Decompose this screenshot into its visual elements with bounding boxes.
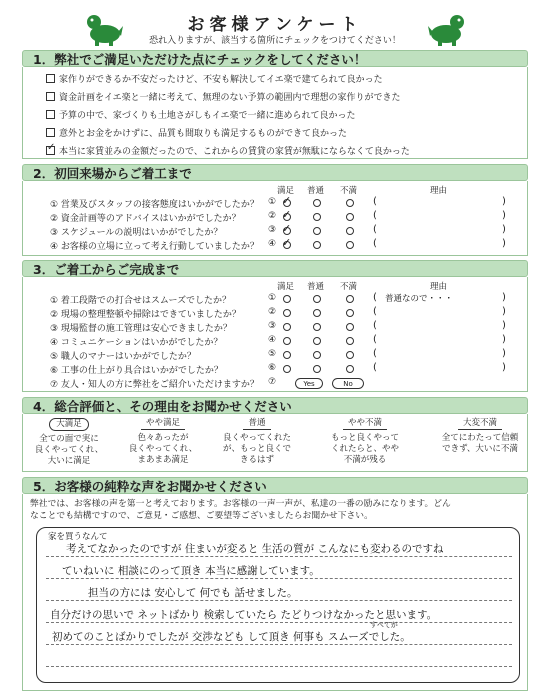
reason-bracket: (	[373, 348, 377, 359]
section2-question: ④ お客様の立場に立って考え行動していましたか？	[50, 242, 259, 252]
row-number: ③	[268, 321, 277, 331]
checkbox-icon[interactable]	[46, 92, 55, 101]
section5-intro: なことでも結構ですので、ご意見・ご感想、ご要望等ございましたらお聞かせ下さい。	[30, 511, 373, 521]
section3-question: ⑥ 工事の仕上がり具合はいかがでしたか？	[50, 366, 223, 376]
row-number: ①	[268, 293, 277, 303]
section1-title: 1．弊社でご満足いただけた点にチェックをしてください！	[22, 50, 528, 67]
answer-radio[interactable]	[346, 295, 354, 303]
checkmark-icon: ✓	[282, 194, 292, 207]
section5-intro: 弊社では、お客様の声を第一と考えております。お客様の一声一声が、私達の一番の励みになります。どん	[30, 499, 451, 509]
handwritten-text: 自分だけの思いで ネットばかり 検索していたら たどりつけなかったと思います。	[50, 609, 438, 621]
section3-question: ③ 現場監督の施工管理は安心できましたか？	[50, 324, 232, 334]
header-reason: 理由	[430, 282, 448, 292]
checkbox-icon[interactable]	[46, 110, 55, 119]
reason-bracket: )	[502, 334, 506, 345]
row-number: ④	[268, 239, 277, 249]
handwritten-ruby: すべてが	[370, 621, 398, 629]
answer-radio[interactable]	[283, 337, 291, 345]
row-number: ②	[268, 211, 277, 221]
eval-option-very-satisfied[interactable]: 大満足 全ての面で実に 良くやってくれ、 大いに満足	[34, 419, 104, 466]
handwritten-text: 家を買うなんて	[48, 532, 108, 542]
answer-radio[interactable]	[283, 323, 291, 331]
section3-question: ⑤ 職人のマナーはいかがでしたか？	[50, 352, 196, 362]
section3-question: ⑦ 友人・知人の方に弊社をご紹介いただけますか？	[50, 380, 259, 390]
answer-radio[interactable]	[346, 241, 354, 249]
row-number: ⑥	[268, 363, 277, 373]
answer-radio[interactable]	[313, 241, 321, 249]
ruled-line	[46, 556, 512, 557]
answer-radio[interactable]	[283, 295, 291, 303]
section2-question: ③ スケジュールの説明はいかがでしたか？	[50, 228, 223, 238]
row-number: ③	[268, 225, 277, 235]
section1-item[interactable]: 意外とお金をかけずに、品質も間取りも満足するものができて良かった	[46, 126, 347, 139]
answer-radio[interactable]	[313, 199, 321, 207]
handwritten-text: 初めてのことばかりでしたが 交渉なども して頂き 何事も スムーズでした。	[52, 631, 411, 643]
eval-option-somewhat-unsatisfied[interactable]: やや不満 もっと良くやって くれたらと、やや 不満が残る	[330, 418, 399, 465]
eval-option-normal[interactable]: 普通 良くやってくれた が、もっと良くで きるはず	[222, 418, 291, 465]
section2-title: 2．初回来場からご着工まで	[22, 164, 528, 181]
eval-option-very-unsatisfied[interactable]: 大変不満 全てにわたって信頼 できず、大いに不満	[441, 418, 519, 454]
no-option[interactable]: No	[332, 378, 364, 389]
section1-item[interactable]: 資金計画をイエ楽と一緒に考えて、無理のない予算の範囲内で理想の家作りができた	[46, 90, 400, 103]
ruled-line	[46, 622, 512, 623]
answer-radio[interactable]	[313, 323, 321, 331]
handwritten-text: 担当の方には 安心して 何でも 話せました。	[88, 587, 298, 599]
handwritten-reason: 普通なので・・・	[385, 294, 454, 304]
answer-radio[interactable]	[313, 309, 321, 317]
header-satisfied: 満足	[277, 282, 295, 292]
section3-title: 3．ご着工からご完成まで	[22, 260, 528, 277]
row-number: ④	[268, 335, 277, 345]
eval-label[interactable]: やや満足	[141, 418, 185, 430]
eval-label[interactable]: やや不満	[343, 418, 387, 430]
answer-radio[interactable]	[313, 227, 321, 235]
section1-item[interactable]: 予算の中で、家づくりも土地さがしもイエ楽で一緒に進められて良かった	[46, 108, 355, 121]
section4-title: 4．総合評価と、その理由をお聞かせください	[22, 397, 528, 414]
reason-bracket: )	[502, 362, 506, 373]
section1-item[interactable]: 家作りができるか不安だったけど、不安も解決してイエ楽で建てられて良かった	[46, 72, 383, 85]
reason-bracket: )	[502, 320, 506, 331]
answer-radio[interactable]	[346, 337, 354, 345]
checkbox-icon[interactable]	[46, 74, 55, 83]
answer-radio[interactable]	[313, 295, 321, 303]
reason-bracket: (	[373, 210, 377, 221]
section5-title: 5．お客様の純粋な声をお聞かせください	[22, 477, 528, 494]
page-title: お客様アンケート	[187, 15, 363, 35]
answer-radio[interactable]	[346, 227, 354, 235]
reason-bracket: (	[373, 292, 377, 303]
header-normal: 普通	[307, 282, 325, 292]
answer-radio[interactable]	[313, 337, 321, 345]
answer-radio[interactable]	[346, 199, 354, 207]
section2-question: ② 資金計画等のアドバイスはいかがでしたか？	[50, 214, 241, 224]
answer-radio[interactable]	[346, 309, 354, 317]
reason-bracket: (	[373, 362, 377, 373]
page-subtitle: 恐れ入りますが、該当する箇所にチェックをつけてください！	[149, 36, 401, 46]
reason-bracket: (	[373, 224, 377, 235]
header-unsatisfied: 不満	[340, 282, 358, 292]
ruled-line	[46, 600, 512, 601]
section1-item[interactable]: ✓本当に家賃並みの金額だったので、これからの賃貸の家賃が無駄にならなくて良かった	[46, 144, 410, 157]
answer-radio[interactable]	[283, 309, 291, 317]
reason-bracket: (	[373, 320, 377, 331]
section3-question: ④ コミュニケーションはいかがでしたか？	[50, 338, 223, 348]
answer-radio[interactable]	[283, 351, 291, 359]
reason-bracket: )	[502, 348, 506, 359]
reason-bracket: )	[502, 292, 506, 303]
eval-label-selected[interactable]: 大満足	[49, 418, 89, 431]
answer-radio[interactable]	[283, 365, 291, 373]
reason-bracket: (	[373, 238, 377, 249]
checkmark-icon: ✓	[282, 208, 292, 221]
handwritten-text: ていねいに 相談にのって頂き 本当に感謝しています。	[62, 565, 320, 577]
answer-radio[interactable]	[346, 365, 354, 373]
eval-label[interactable]: 大変不満	[458, 418, 502, 430]
answer-radio[interactable]	[346, 351, 354, 359]
header-normal: 普通	[307, 186, 325, 196]
reason-bracket: (	[373, 196, 377, 207]
row-number: ①	[268, 197, 277, 207]
header-unsatisfied: 不満	[340, 186, 358, 196]
ruled-line	[46, 578, 512, 579]
reason-bracket: (	[373, 334, 377, 345]
row-number: ⑤	[268, 349, 277, 359]
answer-radio[interactable]	[313, 351, 321, 359]
eval-label[interactable]: 普通	[243, 418, 270, 430]
reason-bracket: (	[373, 306, 377, 317]
section2-question: ① 営業及びスタッフの接客態度はいかがでしたか？	[50, 200, 259, 210]
checkbox-icon[interactable]	[46, 128, 55, 137]
reason-bracket: )	[502, 224, 506, 235]
answer-radio[interactable]	[346, 323, 354, 331]
ruled-line	[46, 666, 512, 667]
checkmark-icon: ✓	[282, 222, 292, 235]
section3-question: ② 現場の整理整頓や掃除はできていましたか？	[50, 310, 241, 320]
row-number: ②	[268, 307, 277, 317]
reason-bracket: )	[502, 238, 506, 249]
checkmark-icon: ✓	[282, 236, 292, 249]
answer-radio[interactable]	[346, 213, 354, 221]
header-satisfied: 満足	[277, 186, 295, 196]
section3-question: ① 着工段階での打合せはスムーズでしたか？	[50, 296, 232, 306]
handwritten-text: 考えてなかったのですが 住まいが変ると 生活の質が こんなにも変わるのですね	[66, 543, 444, 555]
checked-checkbox-icon[interactable]	[46, 146, 55, 155]
reason-bracket: )	[502, 306, 506, 317]
yes-option[interactable]: Yes	[295, 378, 323, 389]
ruled-line	[46, 644, 512, 645]
reason-bracket: )	[502, 210, 506, 221]
answer-radio[interactable]	[313, 365, 321, 373]
header-reason: 理由	[430, 186, 448, 196]
reason-bracket: )	[502, 196, 506, 207]
answer-radio[interactable]	[313, 213, 321, 221]
row-number: ⑦	[268, 377, 277, 387]
eval-option-somewhat-satisfied[interactable]: やや満足 色々あったが 良くやってくれ、 まあまあ満足	[128, 418, 198, 465]
